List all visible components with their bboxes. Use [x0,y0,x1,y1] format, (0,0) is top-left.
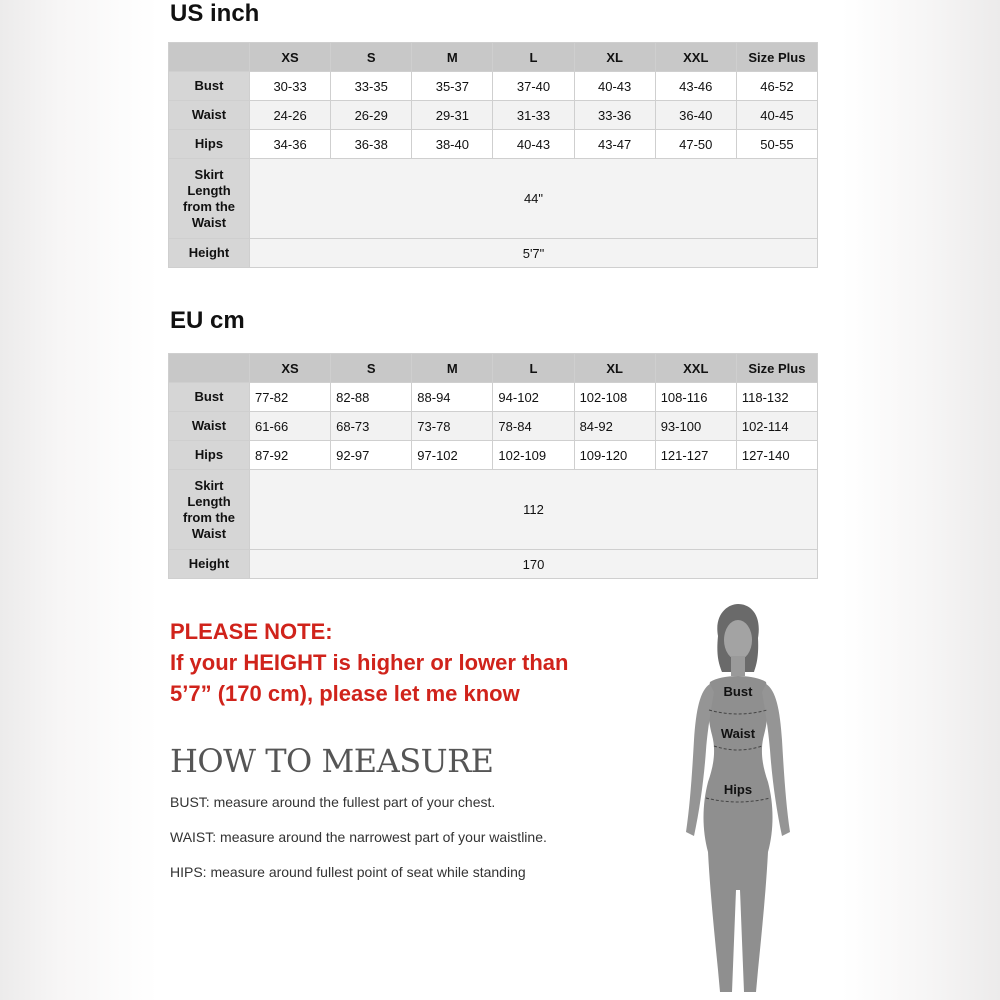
col-xxl: XXL [655,354,736,383]
cell: 33-36 [574,101,655,130]
table-row [169,159,818,239]
label-line: from the [183,198,235,214]
cell: 102-114 [736,412,817,441]
cell: 109-120 [574,441,655,470]
note-line-2: If your HEIGHT is higher or lower than [170,650,569,675]
eu-size-table [168,353,818,579]
eu-cm-title: EU cm [170,307,245,334]
col-xs: XS [250,43,331,72]
cell: 93-100 [655,412,736,441]
row-label-bust: Bust [169,383,250,412]
cell: 94-102 [493,383,574,412]
col-xs: XS [250,354,331,383]
col-s: S [331,43,412,72]
us-size-table [168,42,818,268]
table-row [169,412,818,441]
note-line-3: 5’7” (170 cm), please let me know [170,681,520,706]
cell: 102-109 [493,441,574,470]
table-row [169,470,818,550]
cell: 97-102 [412,441,493,470]
size-chart-sheet [158,0,842,1000]
cell: 102-108 [574,383,655,412]
cell: 40-43 [574,72,655,101]
us-header-row [169,43,818,72]
col-s: S [331,354,412,383]
cell: 47-50 [655,130,736,159]
please-note [170,616,568,709]
cell: 36-38 [331,130,412,159]
row-label-height: Height [169,550,250,579]
col-m: M [412,43,493,72]
label-line: Skirt [194,477,224,493]
cell: 43-47 [574,130,655,159]
col-xxl: XXL [655,43,736,72]
figure-waist-label: Waist [720,726,756,741]
cell: 68-73 [331,412,412,441]
table-row [169,101,818,130]
woman-silhouette-icon [676,600,800,1000]
label-line: from the [183,509,235,525]
cell: 88-94 [412,383,493,412]
cell: 34-36 [250,130,331,159]
label-line: Waist [191,525,227,541]
cell: 61-66 [250,412,331,441]
figure-bust-label: Bust [723,684,753,699]
row-label-skirt-length [169,159,250,239]
col-xl: XL [574,354,655,383]
row-label-waist: Waist [169,412,250,441]
cell: 40-43 [493,130,574,159]
row-label-hips: Hips [169,441,250,470]
cell: 77-82 [250,383,331,412]
cell: 36-40 [655,101,736,130]
cell: 127-140 [736,441,817,470]
cell: 78-84 [493,412,574,441]
cell: 26-29 [331,101,412,130]
height-value: 5'7" [250,239,818,268]
table-row [169,383,818,412]
how-to-measure-title: HOW TO MEASURE [170,742,494,780]
eu-header-row [169,354,818,383]
cell: 82-88 [331,383,412,412]
note-line-1: PLEASE NOTE: [170,619,333,644]
cell: 31-33 [493,101,574,130]
row-label-skirt-length [169,470,250,550]
height-value: 170 [250,550,818,579]
label-line: Length [187,182,231,198]
cell: 121-127 [655,441,736,470]
hips-instruction: HIPS: measure around fullest point of seat while standing [170,864,526,880]
label-line: Waist [191,214,227,230]
cell: 50-55 [736,130,817,159]
label-line: Length [187,493,231,509]
cell: 46-52 [736,72,817,101]
bust-instruction: BUST: measure around the fullest part of your chest. [170,794,496,810]
col-size-plus: Size Plus [736,43,817,72]
cell: 35-37 [412,72,493,101]
col-l: L [493,354,574,383]
skirt-length-value: 112 [250,470,818,550]
table-row [169,550,818,579]
skirt-length-value: 44" [250,159,818,239]
table-row [169,239,818,268]
col-m: M [412,354,493,383]
us-inch-title: US inch [170,0,260,27]
row-label-bust: Bust [169,72,250,101]
table-row [169,72,818,101]
figure-hips-label: Hips [723,782,753,797]
cell: 29-31 [412,101,493,130]
cell: 37-40 [493,72,574,101]
cell: 92-97 [331,441,412,470]
cell: 30-33 [250,72,331,101]
corner-cell [169,354,250,383]
cell: 118-132 [736,383,817,412]
row-label-hips: Hips [169,130,250,159]
cell: 108-116 [655,383,736,412]
row-label-height: Height [169,239,250,268]
label-line: Skirt [194,166,224,182]
col-xl: XL [574,43,655,72]
row-label-waist: Waist [169,101,250,130]
corner-cell [169,43,250,72]
cell: 33-35 [331,72,412,101]
cell: 87-92 [250,441,331,470]
cell: 38-40 [412,130,493,159]
cell: 43-46 [655,72,736,101]
waist-instruction: WAIST: measure around the narrowest part of your waistline. [170,829,547,845]
cell: 84-92 [574,412,655,441]
col-size-plus: Size Plus [736,354,817,383]
cell: 24-26 [250,101,331,130]
cell: 40-45 [736,101,817,130]
table-row [169,130,818,159]
body-figure [676,600,800,1000]
col-l: L [493,43,574,72]
cell: 73-78 [412,412,493,441]
table-row [169,441,818,470]
